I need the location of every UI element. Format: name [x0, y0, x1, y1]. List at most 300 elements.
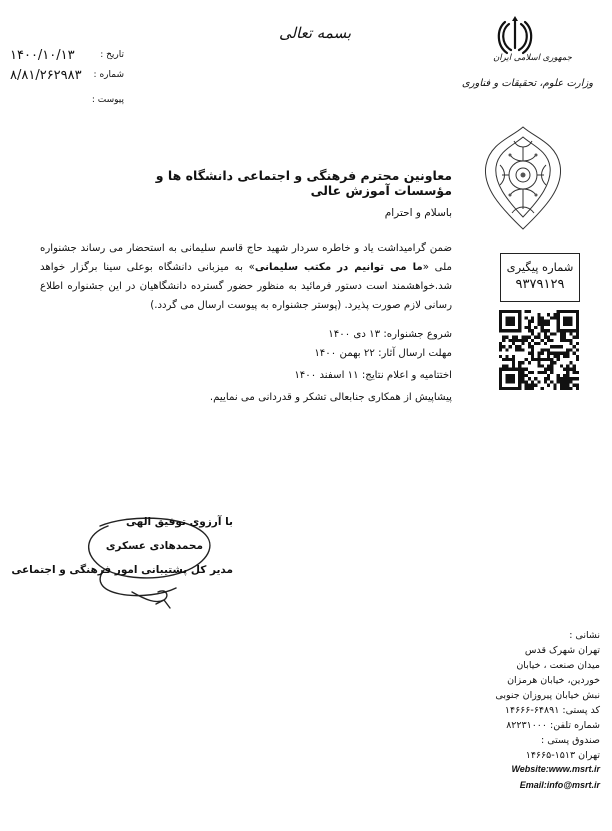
- letter-number: ۸/۸۱/۲۶۲۹۸۳: [10, 68, 82, 83]
- qr-module: [528, 329, 531, 332]
- qr-module: [576, 387, 579, 390]
- qr-module: [544, 342, 547, 345]
- qr-module: [518, 339, 521, 342]
- qr-module: [569, 310, 572, 313]
- qr-module: [573, 371, 576, 374]
- qr-module: [509, 316, 512, 319]
- qr-module: [573, 329, 576, 332]
- qr-module: [547, 377, 550, 380]
- qr-module: [553, 352, 556, 355]
- qr-module: [576, 377, 579, 380]
- qr-module: [505, 364, 508, 367]
- qr-module: [531, 345, 534, 348]
- qr-module: [525, 380, 528, 383]
- qr-module: [547, 368, 550, 371]
- qr-module: [499, 326, 502, 329]
- qr-module: [569, 316, 572, 319]
- qr-module: [557, 377, 560, 380]
- qr-module: [576, 348, 579, 351]
- qr-module: [515, 329, 518, 332]
- qr-module: [557, 313, 560, 316]
- qr-module: [518, 320, 521, 323]
- body-paragraph: [40, 239, 452, 315]
- qr-module: [573, 310, 576, 313]
- qr-module: [534, 336, 537, 339]
- qr-module: [566, 339, 569, 342]
- qr-module: [515, 345, 518, 348]
- qr-module: [550, 368, 553, 371]
- qr-module: [569, 361, 572, 364]
- qr-module: [566, 348, 569, 351]
- qr-module: [515, 339, 518, 342]
- bismillah: بسمه تعالی: [278, 24, 352, 42]
- qr-module: [541, 339, 544, 342]
- qr-module: [505, 377, 508, 380]
- tracking-title: شماره پیگیری: [506, 260, 574, 274]
- qr-module: [499, 313, 502, 316]
- qr-module: [550, 332, 553, 335]
- qr-module: [512, 320, 515, 323]
- qr-module: [553, 345, 556, 348]
- qr-module: [505, 368, 508, 371]
- qr-module: [541, 352, 544, 355]
- qr-module: [544, 358, 547, 361]
- qr-module: [576, 342, 579, 345]
- qr-code-icon: [499, 310, 579, 390]
- qr-module: [512, 361, 515, 364]
- qr-module: [576, 316, 579, 319]
- qr-module: [515, 348, 518, 351]
- qr-module: [502, 358, 505, 361]
- address-line-3: خوردین، خیابان هرمزان: [507, 675, 600, 686]
- qr-module: [557, 326, 560, 329]
- qr-module: [573, 384, 576, 387]
- qr-module: [560, 345, 563, 348]
- qr-module: [528, 371, 531, 374]
- qr-module: [502, 387, 505, 390]
- qr-module: [557, 329, 560, 332]
- qr-module: [544, 332, 547, 335]
- qr-module: [499, 348, 502, 351]
- qr-module: [521, 339, 524, 342]
- qr-module: [518, 313, 521, 316]
- date-value: ۱۴۰۰/۱۰/۱۳: [10, 48, 75, 63]
- submission-deadline: مهلت ارسال آثار: ۲۲ بهمن ۱۴۰۰: [314, 348, 452, 359]
- qr-module: [576, 326, 579, 329]
- closing-ceremony: اختتامیه و اعلام نتایج: ۱۱ اسفند ۱۴۰۰: [294, 370, 452, 381]
- qr-module: [569, 377, 572, 380]
- qr-module: [569, 323, 572, 326]
- qr-module: [499, 384, 502, 387]
- qr-module: [573, 336, 576, 339]
- qr-module: [512, 355, 515, 358]
- qr-module: [547, 313, 550, 316]
- qr-module: [512, 374, 515, 377]
- qr-module: [563, 320, 566, 323]
- qr-module: [537, 342, 540, 345]
- attachment-row: [6, 93, 124, 107]
- qr-module: [547, 336, 550, 339]
- qr-module: [541, 326, 544, 329]
- qr-module: [560, 310, 563, 313]
- qr-module: [521, 348, 524, 351]
- qr-module: [502, 339, 505, 342]
- qr-module: [550, 339, 553, 342]
- qr-module: [573, 352, 576, 355]
- po-box-label: صندوق پستی :: [540, 735, 600, 746]
- qr-module: [518, 387, 521, 390]
- qr-module: [499, 377, 502, 380]
- qr-module: [531, 387, 534, 390]
- qr-module: [534, 342, 537, 345]
- signatory-name: محمدهادی عسکری: [105, 540, 203, 552]
- qr-module: [518, 345, 521, 348]
- qr-module: [521, 380, 524, 383]
- qr-module: [521, 368, 524, 371]
- qr-module: [518, 310, 521, 313]
- qr-module: [521, 371, 524, 374]
- qr-module: [531, 358, 534, 361]
- qr-module: [499, 387, 502, 390]
- recipient: معاونین محترم فرهنگی و اجتماعی دانشگاه ها و مؤسسات آموزش عالی: [155, 168, 452, 198]
- qr-module: [557, 320, 560, 323]
- qr-module: [512, 380, 515, 383]
- qr-module: [512, 358, 515, 361]
- qr-module: [537, 323, 540, 326]
- qr-module: [505, 380, 508, 383]
- qr-module: [566, 387, 569, 390]
- qr-module: [573, 368, 576, 371]
- qr-module: [541, 329, 544, 332]
- qr-module: [566, 352, 569, 355]
- qr-module: [525, 336, 528, 339]
- tracking-number: ۹۳۷۹۱۲۹: [515, 277, 565, 292]
- po-box: تهران ۱۵۱۳-۱۴۶۶۵: [525, 750, 600, 761]
- qr-module: [566, 329, 569, 332]
- qr-module: [499, 320, 502, 323]
- qr-module: [499, 368, 502, 371]
- qr-module: [541, 387, 544, 390]
- qr-module: [569, 348, 572, 351]
- qr-module: [531, 339, 534, 342]
- qr-module: [502, 310, 505, 313]
- qr-module: [557, 345, 560, 348]
- qr-module: [569, 387, 572, 390]
- address-line-1: تهران شهرک قدس: [524, 645, 600, 656]
- qr-module: [537, 352, 540, 355]
- qr-module: [505, 387, 508, 390]
- qr-module: [505, 374, 508, 377]
- ornament-icon: [482, 125, 564, 231]
- qr-module: [534, 384, 537, 387]
- qr-module: [563, 329, 566, 332]
- qr-module: [560, 387, 563, 390]
- qr-module: [537, 371, 540, 374]
- paragraph-lead: ضمن گرامیداشت یاد و خاطره سردار شهید حاج قاسم سلیمانی به استحضار می رساند جشنواره ملی «: [40, 243, 452, 273]
- qr-module: [573, 377, 576, 380]
- qr-module: [531, 384, 534, 387]
- qr-module: [505, 329, 508, 332]
- qr-module: [566, 368, 569, 371]
- qr-module: [537, 358, 540, 361]
- qr-module: [534, 377, 537, 380]
- qr-module: [525, 368, 528, 371]
- qr-module: [566, 310, 569, 313]
- qr-module: [518, 380, 521, 383]
- qr-module: [518, 348, 521, 351]
- qr-module: [525, 374, 528, 377]
- qr-module: [512, 368, 515, 371]
- qr-module: [560, 380, 563, 383]
- qr-module: [512, 323, 515, 326]
- qr-module: [553, 387, 556, 390]
- qr-module: [560, 339, 563, 342]
- qr-module: [505, 323, 508, 326]
- qr-module: [509, 368, 512, 371]
- qr-module: [525, 316, 528, 319]
- qr-module: [509, 339, 512, 342]
- qr-module: [525, 339, 528, 342]
- qr-module: [553, 332, 556, 335]
- qr-module: [576, 358, 579, 361]
- qr-module: [576, 329, 579, 332]
- qr-module: [557, 358, 560, 361]
- qr-module: [499, 345, 502, 348]
- qr-module: [541, 371, 544, 374]
- date-row: [6, 48, 124, 62]
- qr-module: [499, 374, 502, 377]
- qr-module: [518, 323, 521, 326]
- qr-module: [544, 371, 547, 374]
- qr-module: [544, 348, 547, 351]
- signatory-title: مدیر کل پشتیبانی امور فرهنگی و اجتماعی: [11, 564, 233, 576]
- qr-module: [563, 336, 566, 339]
- qr-module: [576, 384, 579, 387]
- qr-module: [525, 387, 528, 390]
- qr-module: [560, 332, 563, 335]
- qr-module: [560, 364, 563, 367]
- qr-module: [521, 342, 524, 345]
- qr-module: [528, 320, 531, 323]
- qr-module: [544, 329, 547, 332]
- qr-module: [502, 345, 505, 348]
- qr-module: [547, 374, 550, 377]
- qr-module: [576, 355, 579, 358]
- qr-module: [576, 336, 579, 339]
- qr-module: [576, 332, 579, 335]
- emblem-icon: [495, 14, 535, 58]
- qr-module: [544, 320, 547, 323]
- qr-module: [515, 310, 518, 313]
- qr-module: [499, 323, 502, 326]
- qr-module: [509, 387, 512, 390]
- qr-module: [541, 320, 544, 323]
- qr-module: [550, 352, 553, 355]
- qr-module: [515, 336, 518, 339]
- qr-module: [563, 374, 566, 377]
- qr-module: [537, 361, 540, 364]
- qr-module: [553, 361, 556, 364]
- qr-module: [518, 371, 521, 374]
- qr-module: [512, 387, 515, 390]
- qr-module: [566, 377, 569, 380]
- qr-module: [537, 336, 540, 339]
- qr-module: [541, 358, 544, 361]
- qr-module: [515, 368, 518, 371]
- qr-module: [541, 348, 544, 351]
- qr-module: [557, 352, 560, 355]
- qr-module: [563, 355, 566, 358]
- qr-module: [576, 371, 579, 374]
- postal-code: کد پستی: ۶۴۸۹۱-۱۴۶۶۶: [504, 705, 600, 716]
- qr-module: [553, 384, 556, 387]
- qr-module: [531, 316, 534, 319]
- qr-module: [576, 310, 579, 313]
- qr-module: [550, 316, 553, 319]
- qr-module: [569, 380, 572, 383]
- qr-module: [566, 355, 569, 358]
- qr-module: [550, 345, 553, 348]
- qr-module: [566, 323, 569, 326]
- qr-module: [569, 320, 572, 323]
- qr-module: [544, 368, 547, 371]
- qr-module: [502, 336, 505, 339]
- qr-module: [566, 380, 569, 383]
- qr-module: [563, 377, 566, 380]
- qr-module: [525, 384, 528, 387]
- qr-module: [518, 374, 521, 377]
- qr-module: [560, 336, 563, 339]
- qr-module: [502, 329, 505, 332]
- qr-module: [534, 326, 537, 329]
- qr-module: [563, 380, 566, 383]
- qr-module: [563, 368, 566, 371]
- qr-module: [569, 339, 572, 342]
- qr-module: [509, 320, 512, 323]
- qr-module: [502, 364, 505, 367]
- address-label: نشانی :: [569, 630, 600, 641]
- qr-module: [573, 345, 576, 348]
- qr-module: [499, 355, 502, 358]
- qr-module: [518, 377, 521, 380]
- qr-module: [499, 329, 502, 332]
- qr-module: [528, 345, 531, 348]
- qr-module: [531, 371, 534, 374]
- qr-module: [512, 377, 515, 380]
- qr-module: [518, 326, 521, 329]
- letter-body: [40, 239, 452, 315]
- qr-module: [509, 377, 512, 380]
- tracking-box: [500, 253, 580, 302]
- qr-module: [563, 310, 566, 313]
- qr-module: [518, 364, 521, 367]
- qr-module: [525, 326, 528, 329]
- qr-module: [550, 361, 553, 364]
- qr-module: [518, 316, 521, 319]
- qr-module: [569, 342, 572, 345]
- number-row: [6, 68, 124, 82]
- qr-module: [547, 323, 550, 326]
- qr-module: [563, 316, 566, 319]
- qr-module: [528, 326, 531, 329]
- paragraph-rest: » به میزبانی دانشگاه بوعلی سینا برگزار خواهد شد.خواهشمند است دستور فرمائید به منظور حضور گسترده دانشگاهیان در این جشنواره اطلاع رسانی لازم صورت پذیرد. (پوستر جشنواره به پیوست ارسال می گردد.): [40, 262, 452, 311]
- qr-module: [557, 374, 560, 377]
- qr-module: [563, 387, 566, 390]
- address-line-4: نبش خیابان پیروزان جنوبی: [495, 690, 600, 701]
- start-date: شروع جشنواره: ۱۳ دی ۱۴۰۰: [328, 329, 452, 340]
- qr-module: [505, 320, 508, 323]
- signature-wish: با آرزوی توفیق الهی: [126, 516, 233, 528]
- qr-module: [502, 368, 505, 371]
- qr-module: [560, 352, 563, 355]
- qr-module: [569, 329, 572, 332]
- qr-module: [547, 348, 550, 351]
- qr-module: [553, 316, 556, 319]
- website-link[interactable]: Website:www.msrt.ir: [511, 764, 600, 774]
- phone-number: شماره تلفن: ۸۲۲۳۱۰۰۰: [506, 720, 600, 731]
- qr-module: [528, 352, 531, 355]
- qr-module: [563, 352, 566, 355]
- qr-module: [537, 320, 540, 323]
- qr-module: [553, 355, 556, 358]
- qr-module: [573, 364, 576, 367]
- qr-module: [537, 364, 540, 367]
- qr-module: [521, 336, 524, 339]
- qr-module: [537, 355, 540, 358]
- qr-module: [525, 310, 528, 313]
- qr-module: [557, 310, 560, 313]
- qr-module: [512, 329, 515, 332]
- qr-module: [563, 323, 566, 326]
- qr-module: [518, 384, 521, 387]
- greeting: باسلام و احترام: [384, 207, 452, 219]
- qr-module: [547, 339, 550, 342]
- qr-module: [499, 371, 502, 374]
- qr-module: [553, 313, 556, 316]
- qr-module: [547, 358, 550, 361]
- qr-module: [528, 377, 531, 380]
- qr-module: [512, 364, 515, 367]
- qr-module: [512, 336, 515, 339]
- email-link[interactable]: Email:info@msrt.ir: [519, 780, 600, 790]
- qr-module: [505, 348, 508, 351]
- qr-module: [566, 371, 569, 374]
- qr-module: [576, 320, 579, 323]
- qr-module: [550, 364, 553, 367]
- qr-module: [509, 380, 512, 383]
- qr-module: [547, 384, 550, 387]
- qr-module: [550, 380, 553, 383]
- qr-module: [505, 336, 508, 339]
- qr-module: [544, 380, 547, 383]
- qr-module: [550, 371, 553, 374]
- qr-module: [512, 316, 515, 319]
- qr-module: [521, 374, 524, 377]
- qr-module: [521, 361, 524, 364]
- festival-name: ما می توانیم در مکتب سلیمانی: [254, 262, 423, 273]
- qr-module: [531, 332, 534, 335]
- qr-module: [557, 355, 560, 358]
- qr-module: [531, 380, 534, 383]
- qr-module: [537, 332, 540, 335]
- qr-module: [512, 310, 515, 313]
- qr-module: [518, 361, 521, 364]
- qr-module: [563, 384, 566, 387]
- qr-module: [557, 380, 560, 383]
- qr-module: [563, 339, 566, 342]
- address-line-2: میدان صنعت ، خیابان: [516, 660, 600, 671]
- qr-module: [512, 339, 515, 342]
